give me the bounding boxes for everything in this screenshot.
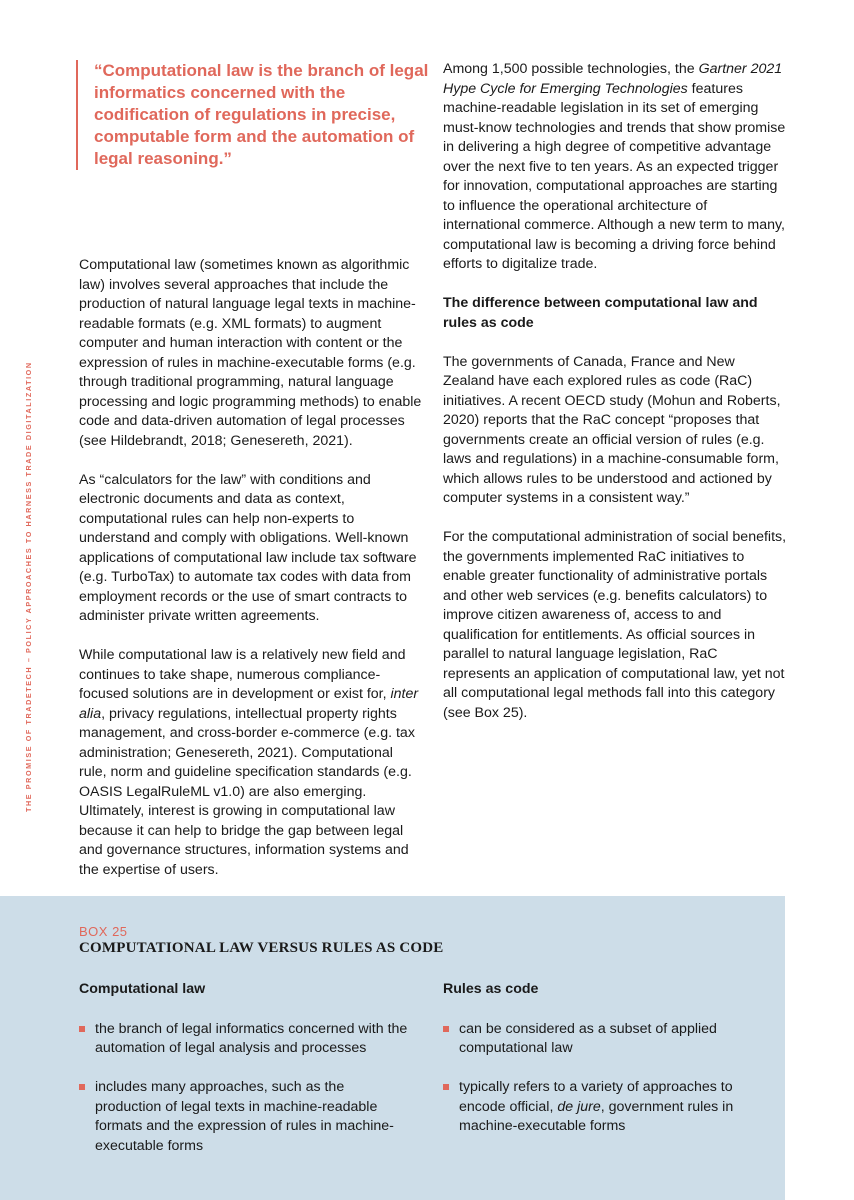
box-column-computational-law [79,980,409,1176]
side-running-title: THE PROMISE OF TRADETECH – POLICY APPROACHES TO HARNESS TRADE DIGITALIZATION [24,361,33,812]
list-item: includes many approaches, such as the production of legal texts in machine-readable formats and the expression of rules in machine-executable forms [79,1078,409,1156]
paragraph: As “calculators for the law” with conditions and electronic documents and data as context, computational rules can help non-experts to understand and comply with obligations. Well-known applications of computational law include tax software (e.g. TurboTax) to automate tax codes with data from employment records or the use of smart contracts to administer private written agreements. [79,471,417,624]
square-bullet-icon [443,1084,449,1090]
left-column [79,256,424,900]
right-column [443,60,788,743]
box-column-heading: Computational law [79,981,206,997]
box-column-rules-as-code [443,980,773,1156]
square-bullet-icon [79,1026,85,1032]
box-title: COMPUTATIONAL LAW VERSUS RULES AS CODE [79,940,444,956]
square-bullet-icon [79,1084,85,1090]
pull-quote: “Computational law is the branch of legal informatics concerned with the codification of regulations in precise, computable form and the automation of legal reasoning.” [76,60,434,170]
list-item: the branch of legal informatics concerned with the automation of legal analysis and processes [79,1020,409,1059]
paragraph: For the computational administration of social benefits, the governments implemented RaC initiatives to enable greater functionality of administrative portals and other web services (e.g. benefits calculators) to improve citizen awareness of, access to and qualification for entitlements. As official sources in parallel to natural language legislation, RaC represents an application of computational law, yet not all computational legal methods fall into this category (see Box 25). [443,529,787,721]
paragraph: The governments of Canada, France and New Zealand have each explored rules as code (RaC) initiatives. A recent OECD study (Mohun and Roberts, 2020) reports that the RaC concept “proposes that governments create an official version of rules (e.g. laws and regulations) in a machine-consumable form, which allows rules to be understood and actioned by computer systems in a consistent way.” [443,353,781,506]
paragraph: While computational law is a relatively new field and continues to take shape, numerous compliance-focused solutions are in development or exist for, inter alia, privacy regulations, intellectual property rights management, and cross-border e-commerce (e.g. tax administration; Genesereth, 2021). Computational rule, norm and guideline specification standards (e.g. OASIS LegalRuleML v1.0) are also emerging. Ultimately, interest is growing in computational law because it can help to bridge the gap between legal and governance structures, information systems and the expertise of users. [79,647,419,878]
box-label: BOX 25 [79,924,128,939]
section-heading: The difference between computational law and rules as code [443,295,758,331]
list-item: can be considered as a subset of applied computational law [443,1020,773,1059]
paragraph: Computational law (sometimes known as algorithmic law) involves several approaches that include the production of natural language legal texts in machine-readable formats (e.g. XML formats) to augment computer and human interaction with content or the expression of rules in machine-executable forms (e.g. through traditional programming, natural language processing and logic programming methods) to enable code and data-driven automation of legal processes (see Hildebrandt, 2018; Genesereth, 2021). [79,257,422,449]
bullet-list [79,1020,409,1157]
box-column-heading: Rules as code [443,981,539,997]
list-item: typically refers to a variety of approaches to encode official, de jure, government rules in machine-executable forms [443,1078,773,1137]
paragraph: Among 1,500 possible technologies, the Gartner 2021 Hype Cycle for Emerging Technologies features machine-readable legislation in its set of emerging must-know technologies and trends that show promise in delivering a high degree of competitive advantage over the next five to ten years. As an expected trigger for innovation, computational approaches are starting to influence the operational architecture of international commerce. Although a new term to many, computational law is becoming a driving force behind efforts to digitalize trade. [443,61,786,272]
bullet-list [443,1020,773,1137]
square-bullet-icon [443,1026,449,1032]
